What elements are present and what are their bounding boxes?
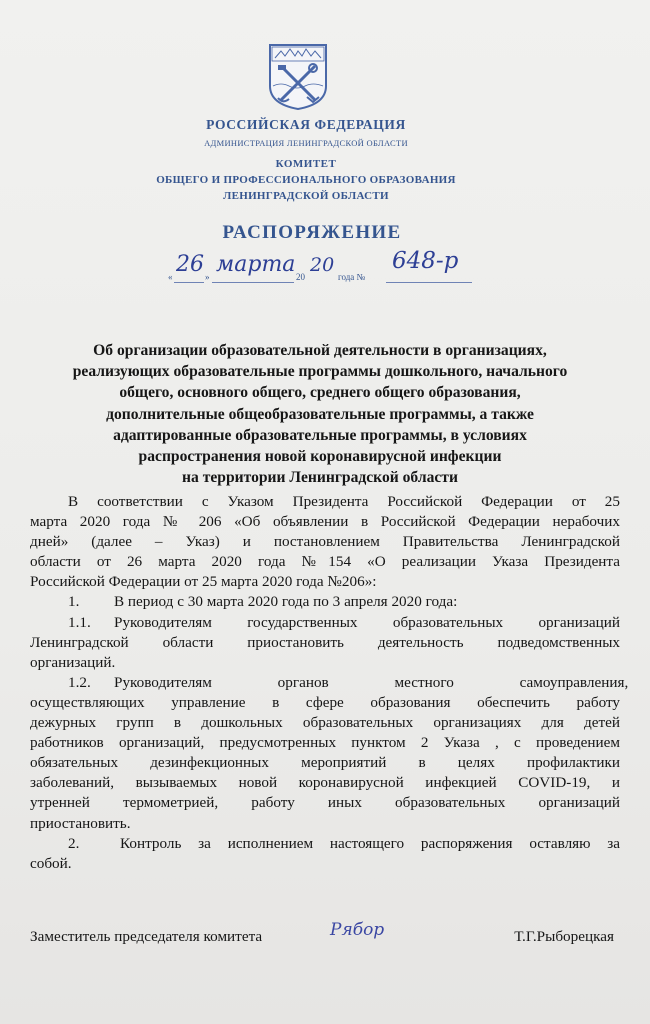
title-line: реализующих образовательные программы дошкольного, начального [72, 363, 568, 381]
date-month: марта [216, 252, 296, 277]
date-number-line [168, 248, 498, 288]
item-number: 1.1. [68, 613, 91, 631]
date-day: 26 [176, 252, 204, 277]
item-number: 2. [68, 834, 80, 852]
item-line: Ленинградской области приостановить деятельность подведомственных [30, 633, 620, 651]
administration-heading: АДМИНИСТРАЦИЯ ЛЕНИНГРАДСКОЙ ОБЛАСТИ [204, 138, 408, 148]
item-line: работников организаций, предусмотренных пунктом 2 Указа , с проведением [30, 734, 620, 752]
title-line: адаптированные образовательные программы, в условиях [113, 426, 527, 444]
item-line: обязательных дезинфекционных мероприятий в целях профилактики [30, 754, 620, 772]
item-text: В период с 30 марта 2020 года по 3 апреля 2020 года: [114, 593, 458, 611]
item-number: 1.2. [68, 673, 91, 691]
title-line: Об организации образовательной деятельности в организациях, [93, 342, 547, 359]
item-line: утренней термометрией, работу иных образовательных организаций [30, 794, 620, 812]
preamble-line: дней» (далее – Указ) и постановлением Правительства Ленинградской [30, 533, 620, 551]
item-text: Контроль за исполнением настоящего распоряжения оставляю за [120, 834, 620, 852]
item-1 [30, 592, 620, 612]
item-1-1 [30, 613, 620, 633]
committee-heading-3: ЛЕНИНГРАДСКОЙ ОБЛАСТИ [223, 190, 389, 202]
item-text: Руководителям органов местного самоуправления, [114, 673, 629, 691]
item-line: дежурных групп в дошкольных образовательных организациях для детей [30, 714, 620, 732]
date-year-word: года № [338, 272, 366, 282]
coat-of-arms-icon [267, 42, 329, 112]
preamble-line: марта 2020 года № 206 «Об объявлении в Российской Федерации нерабочих [30, 513, 620, 531]
item-line: осуществляющих управление в сфере образования обеспечить работу [30, 693, 620, 711]
date-close-quote: » [205, 272, 210, 282]
document-body [30, 492, 629, 874]
title-line: общего, основного общего, среднего общего образования, [119, 384, 521, 402]
title-line: на территории Ленинградской области [182, 469, 458, 487]
country-heading: РОССИЙСКАЯ ФЕДЕРАЦИЯ [206, 117, 406, 132]
preamble-line: Российской Федерации от 25 марта 2020 года №206»: [30, 573, 377, 591]
item-line: организаций. [30, 653, 116, 671]
item-number: 1. [68, 593, 80, 611]
signer-position: Заместитель председателя комитета [30, 928, 263, 945]
preamble-line: области от 26 марта 2020 года №154 «О реализации Указа Президента [30, 553, 620, 571]
order-number: 648-р [392, 248, 459, 274]
item-2 [30, 834, 620, 854]
date-open-quote: « [168, 272, 173, 282]
date-year-suffix: 20 [310, 254, 335, 276]
item-line: собой. [30, 854, 72, 872]
committee-heading-2: ОБЩЕГО И ПРОФЕССИОНАЛЬНОГО ОБРАЗОВАНИЯ [156, 174, 456, 186]
title-line: дополнительные общеобразовательные программы, а также [106, 405, 534, 423]
date-year-prefix: 20 [296, 272, 305, 282]
preamble-line: В соответствии с Указом Президента Российской Федерации от 25 [68, 493, 620, 510]
item-text: Руководителям государственных образовательных организаций [114, 613, 620, 631]
signer-name: Т.Г.Рыборецкая [514, 928, 614, 945]
handwritten-signature: Рябор [330, 920, 385, 940]
item-line: приостановить. [30, 814, 131, 832]
item-1-2 [30, 673, 629, 693]
document-type-heading: РАСПОРЯЖЕНИЕ [222, 222, 402, 243]
item-line: заболеваний, вызываемых новой коронавирусной инфекцией COVID-19, и [30, 774, 620, 792]
committee-heading-1: КОМИТЕТ [275, 158, 337, 170]
title-line: распространения новой коронавирусной инфекции [138, 448, 502, 466]
document-title [22, 340, 618, 488]
